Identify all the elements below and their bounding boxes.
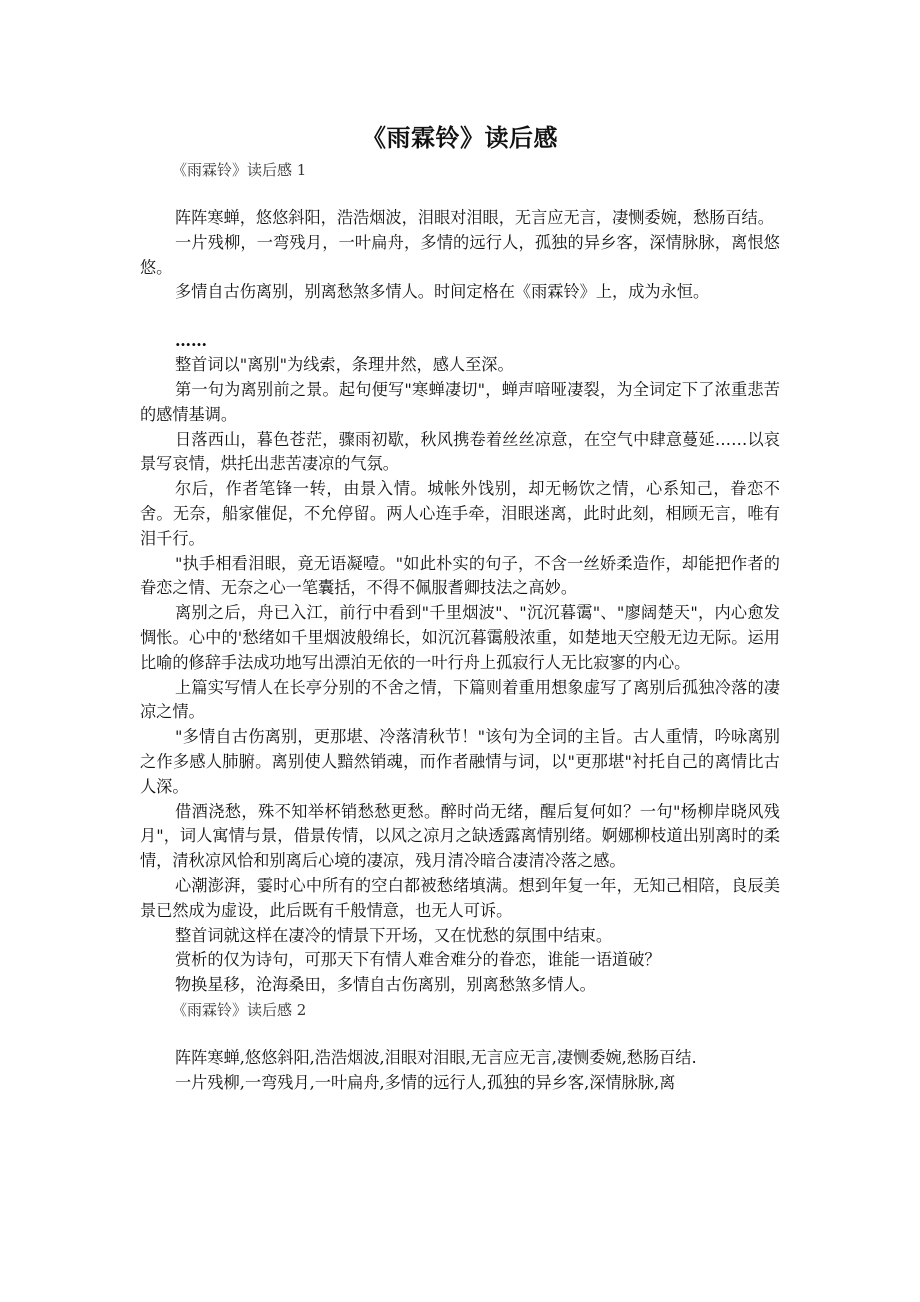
paragraph: 阵阵寒蝉，悠悠斜阳，浩浩烟波，泪眼对泪眼，无言应无言，凄恻委婉，愁肠百结。 bbox=[175, 208, 774, 227]
paragraph: 借酒浇愁，殊不知举杯销愁愁更愁。醉时尚无绪，醒后复何如？一句"杨柳岸晓风残月"，词人寓情与景，借景传情，以风之凉月之缺透露离情别绪。婀娜柳枝道出别离时的柔情，清秋凉风恰和别离后心境的凄凉，残月清冷暗合凄清冷落之感。 bbox=[140, 801, 780, 871]
paragraph: 整首词以"离别"为线索，条理井然，感人至深。 bbox=[175, 355, 514, 375]
paragraph: 尔后，作者笔锋一转，由景入情。城帐外饯别，却无畅饮之情，心系知己，眷恋不舍。无奈，船家催促，不允停留。两人心连手牵，泪眼迷离，此时此刻，相顾无言，唯有泪千行。 bbox=[140, 479, 780, 548]
paragraph: 心潮澎湃，霎时心中所有的空白都被愁绪填满。想到年复一年，无知己相陪，良辰美景已然成为虚设，此后既有千般情意，也无人可诉。 bbox=[140, 875, 780, 920]
paragraph: 第一句为离别前之景。起句便写"寒蝉凄切"，蝉声喑哑凄裂，为全词定下了浓重悲苦的感情基调。 bbox=[140, 379, 780, 424]
paragraph: "多情自古伤离别，更那堪、冷落清秋节！"该句为全词的主旨。古人重情，吟咏离别之作多感人肺腑。离别使人黯然销魂，而作者融情与词，以"更那堪"衬托自己的离情比古人深。 bbox=[140, 727, 780, 796]
document-title: 《雨霖铃》读后感 bbox=[362, 123, 558, 152]
ellipsis-line: …… bbox=[175, 331, 207, 351]
document-body bbox=[140, 158, 780, 1096]
paragraph: 离别之后，舟已入江，前行中看到"千里烟波"、"沉沉暮霭"、"廖阔楚天"，内心愈发惆怅。心中的'愁绪如千里烟波般绵长，如沉沉暮霭般浓重，如楚地天空般无边无际。运用比喻的修辞手法成功地写出漂泊无依的一叶行舟上孤寂行人无比寂寥的内心。 bbox=[140, 603, 780, 672]
paragraph: 阵阵寒蝉,悠悠斜阳,浩浩烟波,泪眼对泪眼,无言应无言,凄恻委婉,愁肠百结. bbox=[175, 1047, 697, 1067]
section-heading-1: 《雨霖铃》读后感 1 bbox=[172, 161, 307, 179]
paragraph: 上篇实写情人在长亭分别的不舍之情，下篇则着重用想象虚写了离别后孤独冷落的凄凉之情。 bbox=[140, 677, 780, 722]
paragraph: "执手相看泪眼，竟无语凝噎。"如此朴实的句子，不含一丝娇柔造作，却能把作者的眷恋之情、无奈之心一笔囊括，不得不佩服耆卿技法之高妙。 bbox=[140, 553, 780, 598]
paragraph: 多情自古伤离别，别离愁煞多情人。时间定格在《雨霖铃》上，成为永恒。 bbox=[175, 282, 710, 302]
paragraph: 物换星移，沧海桑田，多情自古伤离别，别离愁煞多情人。 bbox=[175, 975, 596, 995]
paragraph: 整首词就这样在凄冷的情景下开场，又在忧愁的氛围中结束。 bbox=[175, 925, 613, 945]
paragraph: 一片残柳,一弯残月,一叶扁舟,多情的远行人,孤独的异乡客,深情脉脉,离 bbox=[175, 1072, 676, 1092]
section-heading-2: 《雨霖铃》读后感 2 bbox=[172, 1000, 307, 1019]
paragraph: 日落西山，暮色苍茫，骤雨初歇，秋风携卷着丝丝凉意，在空气中肆意蔓延……以哀景写哀情，烘托出悲苦凄凉的气氛。 bbox=[140, 429, 780, 474]
paragraph: 赏析的仅为诗句，可那天下有情人难舍难分的眷恋，谁能一语道破？ bbox=[175, 950, 661, 970]
paragraph: 一片残柳，一弯残月，一叶扁舟，多情的远行人，孤独的异乡客，深情脉脉，离恨悠悠。 bbox=[140, 232, 780, 277]
